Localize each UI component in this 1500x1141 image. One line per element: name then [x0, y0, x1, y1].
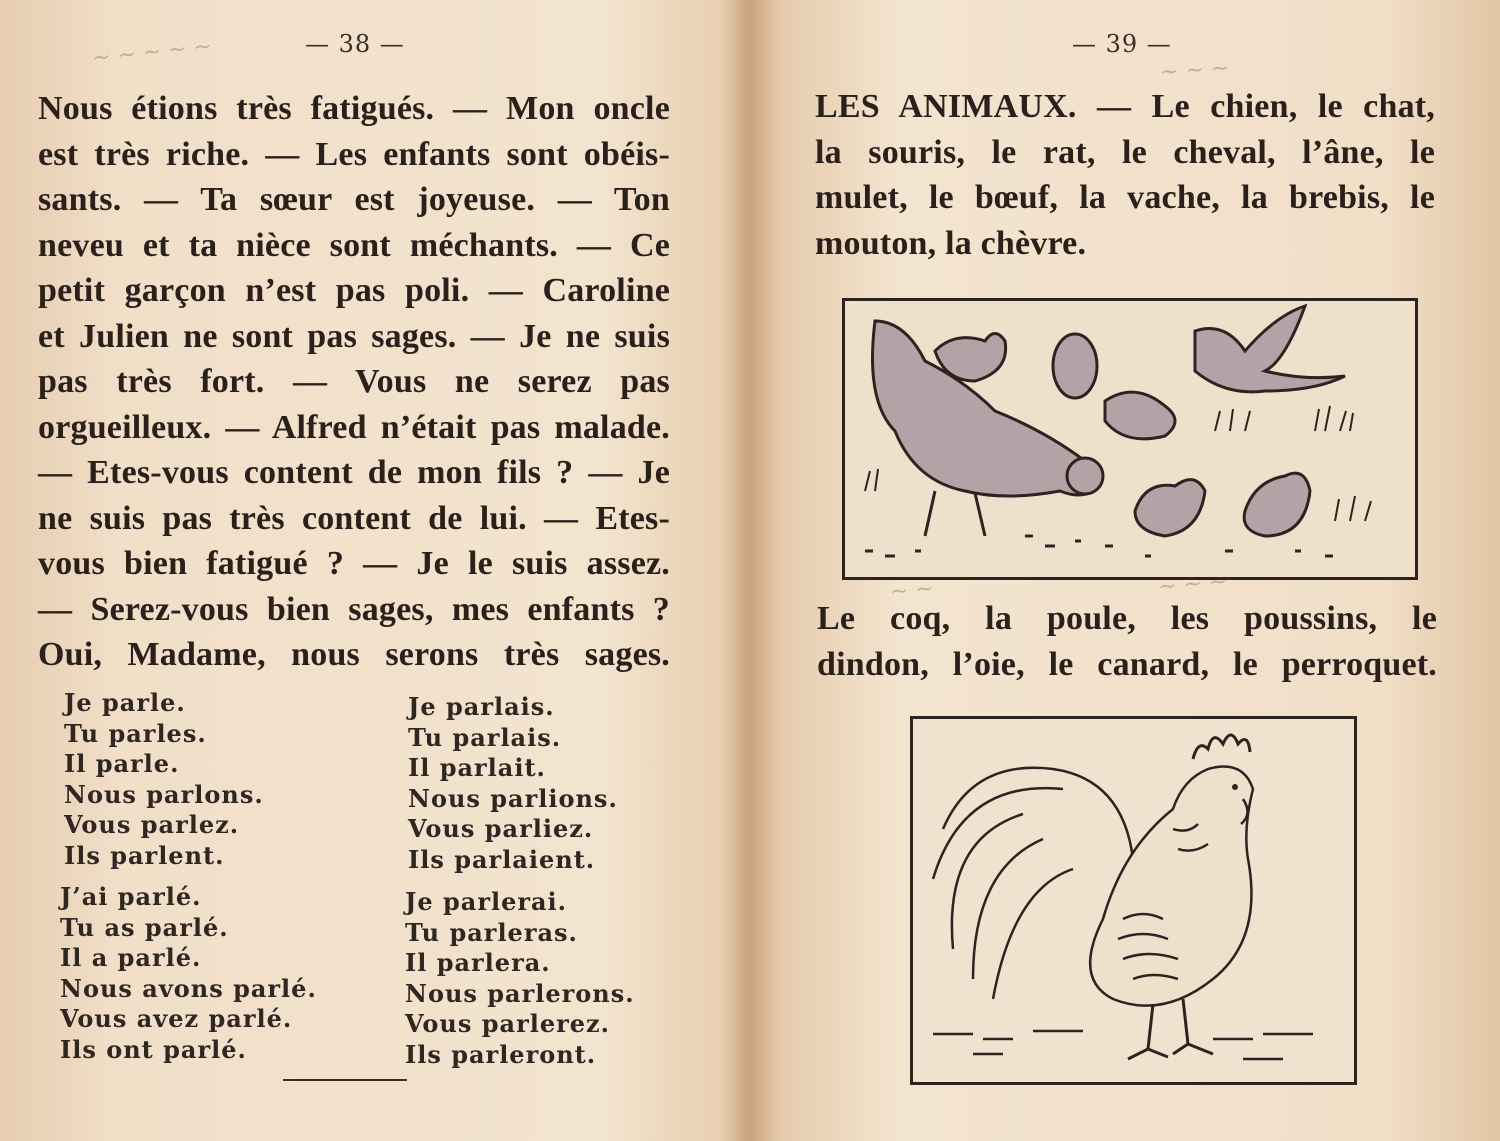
handwritten-annotation: ~ ~ ~: [1159, 55, 1231, 86]
ground-marks: [933, 1031, 1313, 1059]
conjugation-present: [64, 688, 264, 871]
handwritten-annotation: ~ ~ ~: [1157, 569, 1229, 600]
text-line: — Etes-vous content de mon fils ? — Je: [38, 454, 670, 491]
conjugation-line: Ils parlaient.: [408, 844, 596, 874]
hen-chicks-drawing: [845, 301, 1415, 577]
rooster-drawing: [913, 719, 1354, 1082]
conjugation-line: Je parle.: [64, 688, 186, 717]
rooster-legs: [1128, 999, 1213, 1059]
rooster-illustration: [910, 716, 1357, 1085]
conjugation-line: Il a parlé.: [60, 943, 202, 972]
hen-leg: [925, 491, 985, 536]
text-line: sants. — Ta sœur est joyeuse. — Ton: [38, 181, 670, 218]
text-line: LES ANIMAUX. — Le chien, le chat,: [815, 88, 1435, 125]
handwritten-annotation: ~ ~ ~ ~ ~: [91, 33, 214, 72]
conjugation-past: [60, 882, 317, 1065]
bird: [1195, 306, 1345, 392]
conjugation-line: Je parlerai.: [405, 887, 568, 916]
conjugation-line: Nous parlions.: [408, 783, 618, 813]
left-page: [0, 0, 740, 1141]
conjugation-line: J’ai parlé.: [60, 882, 202, 911]
ground-dots: [865, 536, 1333, 556]
conjugation-line: Tu parles.: [64, 718, 207, 748]
hen-head: [1067, 458, 1103, 494]
conjugation-line: Nous parlerons.: [405, 978, 635, 1008]
conjugation-line: Vous parlez.: [64, 810, 240, 839]
text-line: mulet, le bœuf, la vache, la brebis, le: [815, 179, 1435, 216]
text-line: Oui, Madame, nous serons très sages.: [38, 636, 670, 673]
conjugation-line: Ils parleront.: [405, 1039, 597, 1069]
text-line: — Serez-vous bien sages, mes enfants ?: [38, 590, 670, 628]
text-line: et Julien ne sont pas sages. — Je ne suis: [38, 317, 670, 355]
conjugation-line: Vous avez parlé.: [60, 1004, 293, 1033]
text-line: mouton, la chèvre.: [815, 224, 1087, 262]
chick: [1053, 334, 1097, 398]
conjugation-line: Je parlais.: [408, 692, 555, 721]
rooster-comb: [1193, 735, 1250, 759]
text-line: petit garçon n’est pas poli. — Caroline: [38, 272, 670, 309]
conjugation-line: Nous avons parlé.: [60, 973, 317, 1003]
page-number: — 38 —: [305, 30, 405, 58]
animals-paragraph: [815, 84, 1435, 266]
text-line: ne suis pas très content de lui. — Etes-: [38, 499, 670, 537]
text-line: dindon, l’oie, le canard, le perroquet.: [817, 645, 1437, 683]
conjugation-line: Tu as parlé.: [60, 912, 229, 942]
chick: [1135, 480, 1205, 536]
text-line: la souris, le rat, le cheval, l’âne, le: [815, 133, 1435, 171]
text-line: est très riche. — Les enfants sont obéis-: [38, 135, 670, 173]
conjugation-line: Vous parlerez.: [405, 1009, 611, 1038]
section-rule: [283, 1079, 407, 1081]
text-line: Le coq, la poule, les poussins, le: [817, 600, 1437, 637]
conjugation-line: Il parlera.: [405, 948, 551, 977]
rooster-body: [1090, 767, 1253, 1006]
conjugation-line: Il parle.: [64, 749, 180, 778]
conjugation-line: Il parlait.: [408, 753, 546, 782]
conjugation-line: Ils ont parlé.: [60, 1034, 247, 1064]
conjugation-imperfect: [408, 692, 618, 875]
conjugation-line: Nous parlons.: [64, 779, 264, 809]
conjugation-future: [405, 887, 635, 1070]
text-line: Nous étions très fatigués. — Mon oncle: [38, 90, 670, 127]
text-line: vous bien fatigué ? — Je le suis assez.: [38, 545, 670, 582]
handwritten-annotation: ~ ~: [888, 576, 935, 605]
page-number: — 39 —: [1072, 30, 1172, 58]
chick: [1105, 392, 1175, 439]
conjugation-line: Tu parlais.: [408, 722, 562, 752]
rooster-eye: [1232, 784, 1238, 790]
text-line: pas très fort. — Vous ne serez pas: [38, 363, 670, 400]
conjugation-line: Ils parlent.: [64, 840, 225, 870]
chick: [1244, 473, 1310, 536]
conjugation-line: Tu parleras.: [405, 917, 578, 947]
birds-paragraph: [817, 596, 1437, 687]
hen-chicks-illustration: [842, 298, 1418, 580]
text-line: neveu et ta nièce sont méchants. — Ce: [38, 226, 670, 264]
conjugation-line: Vous parliez.: [408, 814, 594, 843]
text-line: orgueilleux. — Alfred n’était pas malade.: [38, 408, 670, 446]
sentence-paragraph: [38, 86, 670, 678]
right-page: [760, 0, 1500, 1141]
